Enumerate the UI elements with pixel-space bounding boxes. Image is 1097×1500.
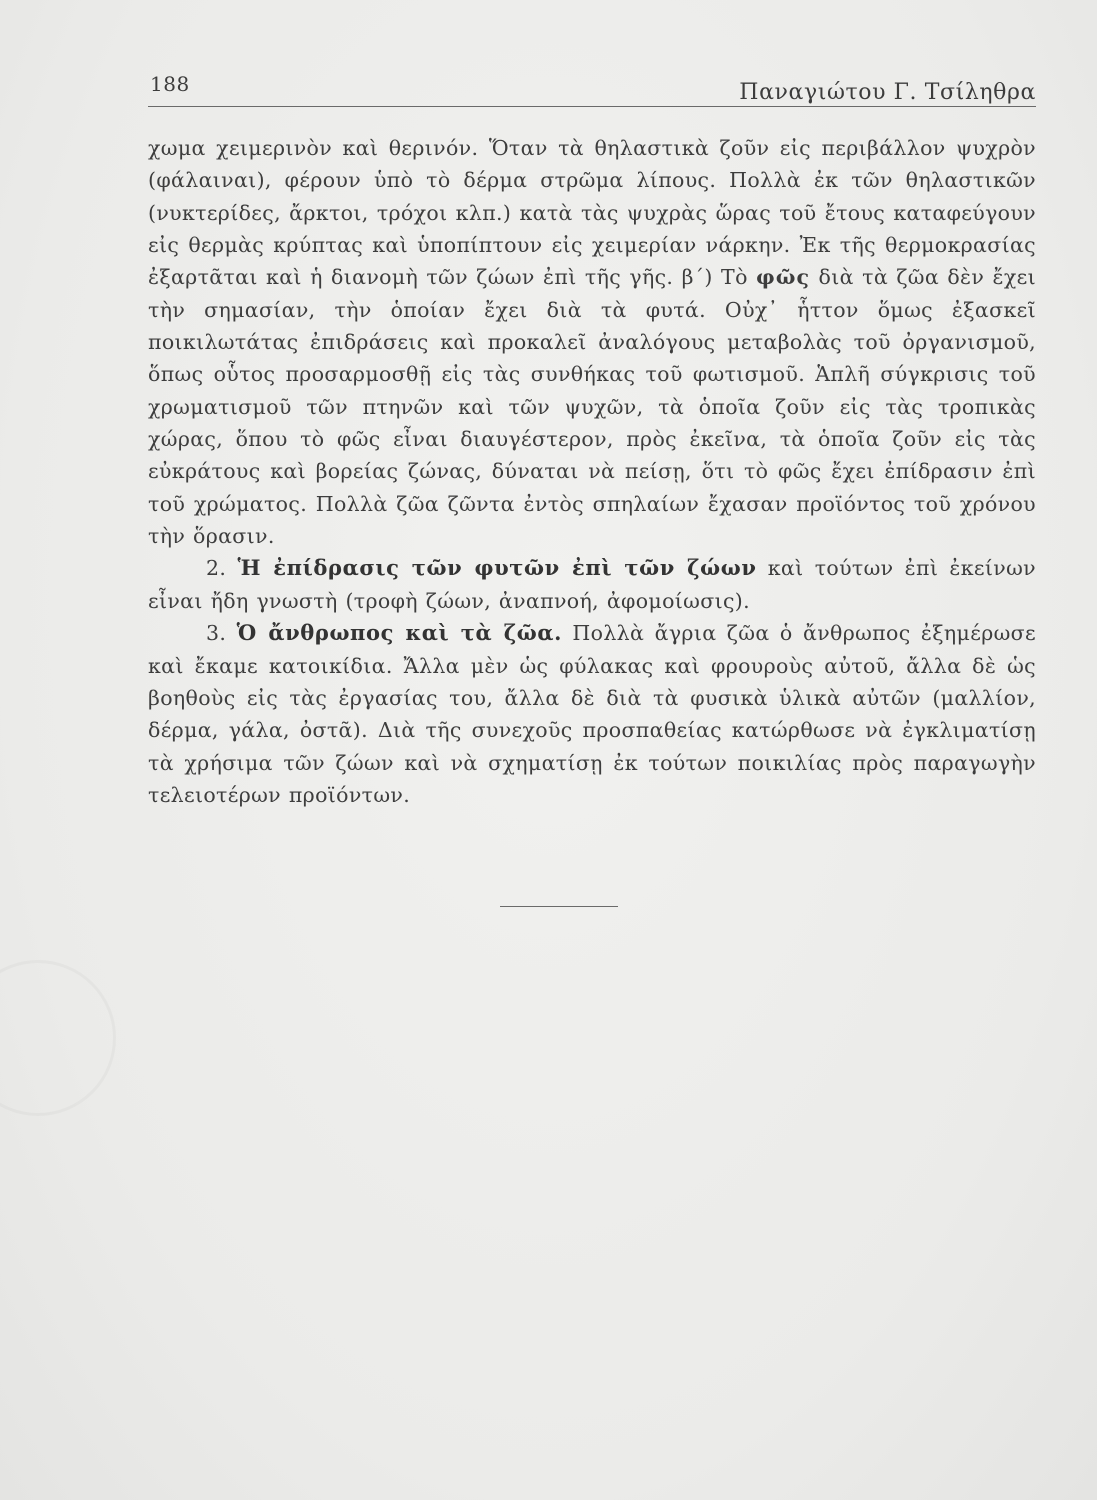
section-3-text: Πολλὰ ἄγρια ζῶα ὁ ἄνθρωπος ἐξημέρωσε καὶ ἔκαμε κατοικίδια. Ἄλλα μὲν ὡς φύλακας καὶ φρουροὺς αὐτοῦ, ἄλλα δὲ ὡς βοηθοὺς εἰς τὰς ἐργασίας του, ἄλλα δὲ διὰ τὰ φυσικὰ ὑλικὰ αὐτῶν (μαλλίον, δέρμα, γάλα, ὀστᾶ). Διὰ τῆς συνεχοῦς προσπαθείας κατώρθωσε νὰ ἐγκλιματίσῃ τὰ χρήσιμα τῶν ζώων καὶ νὰ σχηματίσῃ ἐκ τούτων ποικιλίας πρὸς παραγωγὴν τελειοτέρων προϊόντων.	[148, 621, 1036, 807]
running-head: Παναγιώτου Γ. Τσίληθρα	[739, 80, 1036, 105]
body-text	[148, 132, 1036, 811]
paragraph-1-continued: διὰ τὰ ζῶα δὲν ἔχει τὴν σημασίαν, τὴν ὁποίαν ἔχει διὰ τὰ φυτά. Οὐχ᾿ ἧττον ὅμως ἐξασκεῖ ποικιλωτάτας ἐπιδράσεις καὶ προκαλεῖ ἀναλόγους μεταβολὰς τοῦ ὀργανισμοῦ, ὅπως οὗτος προσαρμοσθῇ εἰς τὰς συνθήκας τοῦ φωτισμοῦ. Ἁπλῆ σύγκρισις τοῦ χρωματισμοῦ τῶν πτηνῶν καὶ τῶν ψυχῶν, τὰ ὁποῖα ζοῦν εἰς τὰς τροπικὰς χώρας, ὅπου τὸ φῶς εἶναι διαυγέστερον, πρὸς ἐκεῖνα, τὰ ὁποῖα ζοῦν εἰς τὰς εὐκράτους καὶ βορείας ζώνας, δύναται νὰ πείσῃ, ὅτι τὸ φῶς ἔχει ἐπίδρασιν ἐπὶ τοῦ χρώματος. Πολλὰ ζῶα ζῶντα ἐντὸς σπηλαίων ἔχασαν προϊόντος τοῦ χρόνου τὴν ὅρασιν.	[148, 265, 1036, 549]
phos-emphasis: φῶς	[756, 265, 811, 290]
paragraph-section-2	[148, 552, 1036, 617]
paragraph-temperature-light	[148, 132, 1036, 552]
section-2-text: καὶ τούτων ἐπὶ ἐκείνων εἶναι ἤδη γνωστὴ (τροφὴ ζώων, ἀναπνοή, ἀφομοίωσις).	[148, 556, 1036, 613]
header-rule	[148, 106, 1036, 107]
paragraph-section-3	[148, 617, 1036, 811]
page-header	[148, 70, 1036, 106]
paragraph-1-text: χωμα χειμερινὸν καὶ θερινόν. Ὅταν τὰ θηλαστικὰ ζοῦν εἰς περιβάλλον ψυχρὸν (φάλαιναι), φέρουν ὑπὸ τὸ δέρμα στρῶμα λίπους. Πολλὰ ἐκ τῶν θηλαστικῶν (νυκτερίδες, ἄρκτοι, τρόχοι κλπ.) κατὰ τὰς ψυχρὰς ὥρας τοῦ ἔτους καταφεύγουν εἰς θερμὰς κρύπτας καὶ ὑποπίπτουν εἰς χειμερίαν νάρκην. Ἐκ τῆς θερμοκρασίας ἐξαρτᾶται καὶ ἡ διανομὴ τῶν ζώων ἐπὶ τῆς γῆς. β΄) Τὸ	[148, 136, 1036, 290]
section-2-number: 2.	[206, 556, 227, 581]
section-2-heading: Ἡ ἐπίδρασις τῶν φυτῶν ἐπὶ τῶν ζώων	[237, 555, 757, 581]
section-end-rule	[500, 906, 618, 907]
page-number: 188	[150, 72, 190, 96]
section-3-number: 3.	[206, 621, 227, 646]
section-3-heading: Ὁ ἄνθρωπος καὶ τὰ ζῶα.	[236, 620, 563, 646]
faint-seal-stamp	[0, 960, 116, 1116]
